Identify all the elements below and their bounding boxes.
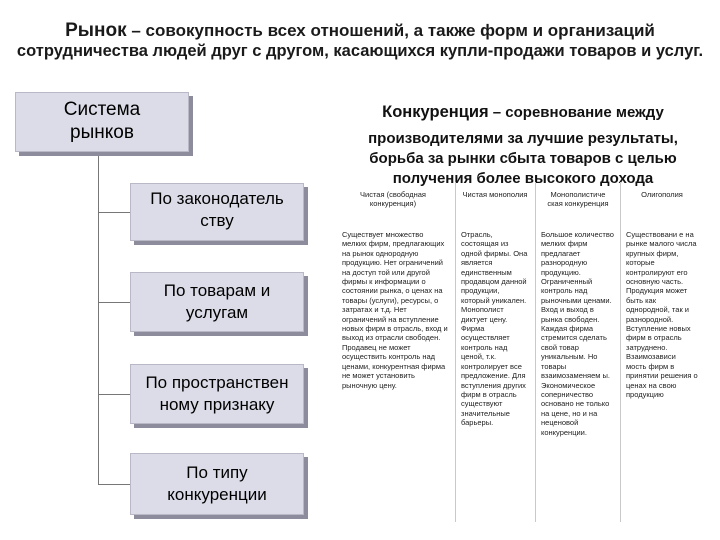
category-label-line-2: конкуренции (167, 485, 267, 504)
title-line1-rest: – совокупность всех отношений, а также форм и организаций (126, 21, 655, 40)
category-label-line-2: ному признаку (159, 395, 275, 414)
category-label-line-1: По законодатель (150, 189, 284, 208)
definition-line-2: производителями за лучшие результаты, (368, 130, 678, 147)
column-text-monopolistic-competition: Большое количество мелких фирм предлагает разнородную продукцию. Ограниченный контроль над рыночными ценами. Вход и выход в рынка свободен. Каждая фирма стремится сделать свой товар уникальным. Но товары взаимозаменяем ы. Экономическое соперничество основано не только на цене, но и на неценовой конкуренции. (541, 230, 614, 437)
definition-term: Конкуренция (382, 103, 489, 121)
definition-line-3: борьба за рынки сбыта товаров с целью (369, 150, 677, 167)
column-header-pure-monopoly: Чистая монополия (462, 190, 528, 199)
category-label-line-2: ству (200, 211, 234, 230)
column-divider (620, 182, 621, 522)
column-divider (535, 182, 536, 522)
title-term: Рынок (65, 20, 127, 41)
definition-line1-rest: – соревнование между (488, 104, 664, 121)
market-system-box (15, 92, 189, 152)
tree-connector-vertical (98, 150, 99, 485)
category-label-line-2: услугам (185, 303, 249, 322)
tree-connector-2 (98, 302, 130, 303)
category-label-line-1: По товарам и (163, 281, 271, 300)
tree-connector-3 (98, 394, 130, 395)
column-header-perfect-competition: Чистая (свободная конкуренция) (360, 190, 426, 209)
competition-definition (338, 102, 708, 189)
market-system-line-2: рынков (70, 122, 134, 143)
page-title-line-1 (0, 20, 720, 42)
category-box-competition-type (130, 453, 304, 515)
column-header-monopolistic-competition: Монополистиче ская конкуренция (547, 190, 609, 209)
column-text-oligopoly: Существовани е на рынке малого числа крупных фирм, которые контролируют его основную часть. Продукция может быть как однородной, так и разнородной. Вступление новых фирм в отрасль затруднено. Взаимозависи мость фирм в принятии решения о ценах на свою продукцию (626, 230, 698, 399)
page-title-line-2: сотрудничества людей друг с другом, касающихся купли-продажи товаров и услуг. (16, 42, 704, 60)
definition-line-1 (338, 102, 708, 123)
category-box-legislation (130, 183, 304, 241)
definition-line-4: получения более высокого дохода (392, 170, 654, 187)
category-label-line-1: По пространствен (145, 373, 289, 392)
market-system-line-1: Система (63, 99, 141, 120)
tree-connector-4 (98, 484, 130, 485)
column-header-oligopoly: Олигополия (641, 190, 683, 199)
column-divider (455, 182, 456, 522)
tree-connector-1 (98, 212, 130, 213)
category-box-goods-services (130, 272, 304, 332)
column-text-pure-monopoly: Отрасль, состоящая из одной фирмы. Она является единственным продавцом данной продукции, который уникален. Монополист диктует цену. Фирма осуществляет контроль над ценой, т.к. контролирует все предложение. Для вступления других фирм в отрасль существуют значительные барьеры. (461, 230, 528, 428)
category-box-spatial (130, 364, 304, 424)
column-text-perfect-competition: Существует множество мелких фирм, предлагающих на рынок однородную продукцию. Нет ограничений на доступ той или другой фирмы к информации о состоянии рынка, о ценах на товары (услуги), ресурсы, о затратах и т.д. Нет ограничений на вступление новых фирм в отрасль, вход и выход из отрасли свободен. Продавец не может осуществить контроль над ценами, конкурентная фирма не может установить рыночную цену. (342, 230, 448, 390)
category-label-line-1: По типу (186, 463, 248, 482)
